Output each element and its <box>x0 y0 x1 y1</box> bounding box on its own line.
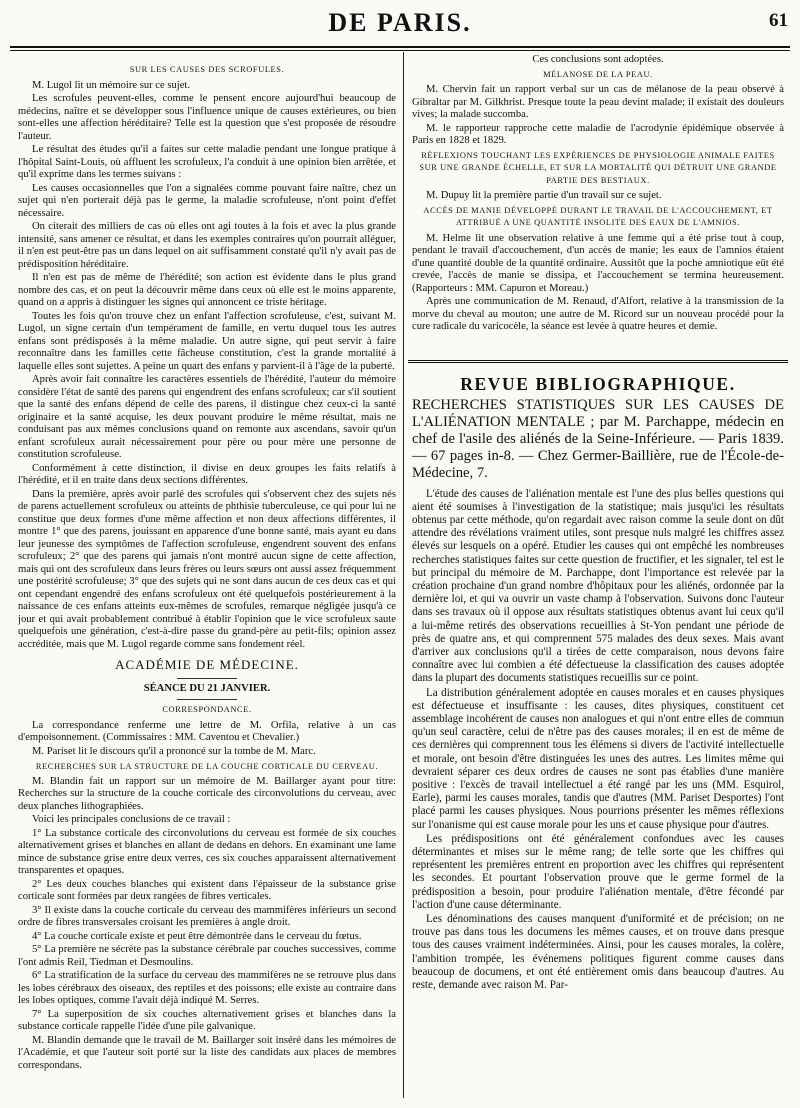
right-column-bottom <box>412 376 784 1098</box>
paragraph: Après avoir fait connaître les caractères essentiels de l'hérédité, l'auteur du mémoire considère l'état de santé des parens qui engendrent des enfans scrofuleux; car s'il soutient que la santé des enfans dépend de celle des parens, il distingue chez ceux-ci la santé originaire et la santé acquise, les deux pouvant produire le même résultat, mais ne conduisant pas aux mêmes conclusions quand on remonte aux ascendans, savoir qu'un enfant scrofuleux aurait nécessairement pour père ou pour mère une personne de constitution scrofuleuse. <box>18 374 396 460</box>
header-rule <box>10 46 790 48</box>
left-column <box>18 62 396 1098</box>
header-rule-thin <box>10 50 790 51</box>
paragraph: Le résultat des études qu'il a faites sur cette maladie pendant une longue pratique à l'hôpital Saint-Louis, où affluent les scrofuleux, l'a conduit à une opinion bien arrêtée, et qu'il exprime dans les termes suivans : <box>18 144 396 180</box>
session-heading: SÉANCE DU 21 JANVIER. <box>143 682 271 694</box>
section-title-manie: ACCÈS DE MANIE DÉVELOPPÉ DURANT LE TRAVAIL DE L'ACCOUCHEMENT, ET ATTRIBUÉ A UNE QUANTITÉ INSOLITE DES EAUX DE L'AMNIOS. <box>423 205 773 227</box>
correspondence-heading: CORRESPONDANCE. <box>162 705 252 714</box>
paragraph: Dans la première, après avoir parlé des scrofules qui s'observent chez des sujets nés de parens actuellement scrofuleux ou atteints de phthisie tuberculeuse, ce qui pour lui ne constitue que deux formes d'une même affection et non deux affections différentes, il montre 1° que des parens, jouissant en apparence d'une bonne santé, mais ayant eu dans leur jeunesse des symptômes de l'affection scrofuleuse, engendrent souvent des enfans scrofuleux; 2° que des parens qui jamais n'ont montré aucun signe de cette affection, mais qui ont des scrofuleux dans leurs frères ou leurs sœurs ont aussi assez fréquemment une postérité scrofuleuse; 3° que des sujets qui ne sont dans aucun de ces deux cas et qui ont cependant engendré des enfans scrofuleux ont été quelquefois postérieurement à la naissance de ces enfans atteints eux-mêmes de scrofules, remarque négligée jusqu'à ce jour et qui avait probablement contribué à établir l'opinion que le vice scrofuleux saute quelquefois une génération, c'est-à-dire passe du grand-père au petit-fils; opinion assez accréditée, mais que M. Lugol regarde comme sans fondement réel. <box>18 488 396 650</box>
paragraph: M. Chervin fait un rapport verbal sur un cas de mélanose de la peau observé à Gibraltar par M. Gilkhrist. Presque toute la peau devint malade; il existait des douleurs vives; la malade succomba. <box>412 84 784 120</box>
paragraph: Voici les principales conclusions de ce travail : <box>32 814 231 825</box>
paragraph: Les scrofules peuvent-elles, comme le pensent encore aujourd'hui beaucoup de médecins, naître et se développer sous l'influence unique de causes extérieures, ou bien sont-elles une affection héréditaire? Telle est la question que s'est proposée de résoudre l'auteur. <box>18 93 396 142</box>
paragraph: 3° Il existe dans la couche corticale du cerveau des mammifères inférieurs un second ordre de fibres transversales croisant les premières à angle droit. <box>18 904 396 928</box>
divider <box>177 699 237 700</box>
paragraph: M. Helme lit une observation relative à une femme qui a été prise tout à coup, pendant le travail d'accouchement, d'un accès de manie; les eaux de l'amnios étaient d'une quantité double de la quantité ordinaire. Aussitôt que la poche amniotique eût été crevée, l'accès de manie se dissipa, et l'accouchement se termina heureusement. (Rapporteurs : MM. Capuron et Moreau.) <box>412 232 784 294</box>
review-lead: RECHERCHES STATISTIQUES SUR LES CAUSES DE L'ALIÉNATION MENTALE ; par M. Parchappe, médecin en chef de l'asile des aliénés de la Seine-Inférieure. — Paris 1839. — 67 pages in-8. — Chez Germer-Baillière, rue de l'École-de-Médecine, 7. <box>412 396 784 481</box>
paragraph: La distribution généralement adoptée en causes morales et en causes physiques est défectueuse et insuffisante : les causes, dites physiques, constituent cet assemblage incohérent de causes non analogues et qui n'ont entre elles de commun qu'un seul caractère, celui de n'être pas des causes morales; il en est de même de ces dernières qui comprennent tous les élémens si divers de l'activité intellectuelle et morale, ont besoin d'être distinguées les unes des autres. Les limites même qui devraient séparer ces deux ordres de causes ne sont pas établies d'une manière positive : l'excès de travail intellectuel a été rangé par les uns (MM. Esquirol, Earle), parmi les causes morales, tandis que d'autres (MM. Pariset Desportes) l'ont placé parmi les causes physiques. Nous pourrions présenter les mêmes réflexions sur l'onanisme qui est cause morale pour les uns et cause physique pour d'autres. <box>412 686 784 831</box>
paragraph: Il n'en est pas de même de l'hérédité; son action est évidente dans le plus grand nombre des cas, et on peut la découvrir même dans ceux où elle est le moins apparente, quand on a appris à distinguer les signes qui annoncent ce triste héritage. <box>18 272 396 308</box>
divider <box>177 678 237 679</box>
paragraph: 7° La superposition de six couches alternativement grises et blanches dans la substance corticale rappelle l'idée d'une pile galvanique. <box>18 1008 396 1032</box>
review-divider <box>408 360 788 363</box>
section-title-reflexions: RÉFLEXIONS TOUCHANT LES EXPÉRIENCES DE PHYSIOLOGIE ANIMALE FAITES SUR UNE GRANDE ÉCHELLE, ET SUR LA MORTALITÉ QUI DÉTRUIT UNE GRANDE PARTIE DES BESTIAUX. <box>419 150 777 185</box>
page-number: 61 <box>769 10 788 31</box>
paragraph: Les causes occasionnelles que l'on a signalées comme pouvant faire naître, chez un sujet qui n'en porterait déjà pas le germe, la maladie scrofuleuse, n'ont point d'effet nécessaire. <box>18 182 396 219</box>
column-divider <box>403 52 404 1098</box>
page-header <box>0 4 800 48</box>
paragraph: M. Lugol lit un mémoire sur ce sujet. <box>32 79 190 91</box>
paragraph: 2° Les deux couches blanches qui existent dans l'épaisseur de la substance grise corticale sont formées par deux rangées de fibres verticales. <box>18 878 396 902</box>
paragraph: M. Pariset lit le discours qu'il a prononcé sur la tombe de M. Marc. <box>32 745 316 757</box>
paragraph: M. Dupuy lit la première partie d'un travail sur ce sujet. <box>426 190 662 201</box>
paragraph: Les dénominations des causes manquent d'uniformité et de précision; on ne trouve pas dans tous les documens les mêmes causes, et on trouve dans presque tous des causes vraiment indéterminées. Ainsi, pour les causes morales, la colère, l'ambition trompée, les événemens politiques figurent comme causes dans beaucoup de documens, et ont été entièrement omis dans beaucoup d'autres. Au reste, demande avec raison M. Par- <box>412 913 784 992</box>
section-title-cortex: RECHERCHES SUR LA STRUCTURE DE LA COUCHE CORTICALE DU CERVEAU. <box>35 762 379 771</box>
paragraph: Les prédispositions ont été généralement confondues avec les causes déterminantes et mises sur le même rang; de telle sorte que les chiffres qui représentent les premières entrent en proportion avec les chiffres qui représentent les secondes. Et pourtant l'observation prouve que le germe formel de la prédisposition a besoin, pour produire l'aliénation mentale, d'être fécondé par l'action d'une cause déterminante. <box>412 832 784 911</box>
paragraph: 4° La couche corticale existe et peut être démontrée dans le cerveau du fœtus. <box>32 930 362 942</box>
paragraph: Ces conclusions sont adoptées. <box>532 54 664 65</box>
paragraph: Toutes les fois qu'on trouve chez un enfant l'affection scrofuleuse, c'est, suivant M. Lugol, un signe certain d'un tempérament de famille, en vertu duquel tous les autres enfans sont prédisposés à la même maladie. Un autre signe, qui peut servir à faire reconnaître dans les familles cette fâcheuse constitution, c'est la grande mortalité à laquelle elles sont sujettes. A peine un quart des enfans y parvient-il à l'âge de la puberté. <box>18 310 396 372</box>
paragraph: Après une communication de M. Renaud, d'Alfort, relative à la transmission de la morve du cheval au mouton; une autre de M. Ricord sur un nouveau procédé pour la cure radicale du varicocèle, la séance est levée à quatre heures et demie. <box>412 296 784 332</box>
paragraph: M. Blandin demande que le travail de M. Baillarger soit inséré dans les mémoires de l'Académie, et que l'auteur soit porté sur la liste des candidats aux places de membres correspondans. <box>18 1034 396 1071</box>
section-title-scrofules: SUR LES CAUSES DES SCROFULES. <box>129 65 285 74</box>
paragraph: La correspondance renferme une lettre de M. Orfila, relative à un cas d'empoisonnement. (Commissaires : MM. Caventou et Chevalier.) <box>18 719 396 743</box>
paragraph: M. Blandin fait un rapport sur un mémoire de M. Baillarger ayant pour titre: Recherches sur la structure de la couche corticale des circonvolutions du cerveau, avec deux planches lithographiées. <box>18 775 396 812</box>
paragraph: L'étude des causes de l'aliénation mentale est l'une des plus belles questions qui aient été soumises à l'investigation de la statistique; mais jusqu'ici les résultats obtenus par cette méthode, qu'on regardait avec raison comme la seule dont on dût attendre des révélations vraiment utiles, sont presque nuls malgré les chiffres assez élevés sur lesquels on a opéré. Etudier les causes qui ont empêché les nombreuses recherches statistiques faites sur cette question de fructifier, et les signaler, tel est le but principal du mémoire de M. Parchappe, dont l'importance est relevée par la création prochaine d'un grand nombre d'hôpitaux pour les aliénés, ordonnée par la dernière loi, et qui va ouvrir un vaste champ à l'observation. Suivons donc l'auteur dans ses travaux où il oppose aux résultats statistiques obtenus avant lui ceux qu'il a lui-même retirés des observations recueillies à St-Yon pendant une période de près de quatre ans, et qui comprennent 575 malades des deux sexes. Mais avant d'arriver aux conclusions qu'il a tirées de cette comparaison, nous devons faire connaître avec lui combien a été défectueuse la classification des causes adoptée dans la plupart des documents statistiques recueillis sur ce point. <box>412 487 784 685</box>
academy-heading: ACADÉMIE DE MÉDECINE. <box>115 657 299 672</box>
paragraph: 6° La stratification de la surface du cerveau des mammifères ne se retrouve plus dans les lobes cérébraux des oiseaux, des reptiles et des poissons; elle existe au contraire dans les lobes optiques, comme l'avait déjà indiqué M. Serres. <box>18 970 396 1006</box>
review-heading: REVUE BIBLIOGRAPHIQUE. <box>460 376 736 394</box>
paragraph: Conformément à cette distinction, il divise en deux groupes les faits relatifs à l'hérédité, et il en traite dans deux sections différentes. <box>18 462 396 486</box>
paragraph: On citerait des milliers de cas où elles ont agi toutes à la fois et avec la plus grande intensité, sans amener ce résultat, et dans les exemples contraires qu'on pourrait alléguer, il n'en est peut-être pas un dans lequel on ait suffisamment constaté qu'il n'y avait pas de prédisposition héréditaire. <box>18 221 396 270</box>
section-title-melanose: MÉLANOSE DE LA PEAU. <box>543 69 653 79</box>
right-column-top <box>412 54 784 354</box>
paragraph: M. le rapporteur rapproche cette maladie de l'acrodynie épidémique observée à Paris en 1828 et 1829. <box>412 122 784 146</box>
paragraph: 5° La première ne sécrète pas la substance cérébrale par couches successives, comme l'ont admis Reil, Tiedman et Desmoulins. <box>18 944 396 968</box>
newspaper-title: DE PARIS. <box>328 8 472 37</box>
paragraph: 1° La substance corticale des circonvolutions du cerveau est formée de six couches alternativement grises et blanches en allant de dedans en dehors. En examinant une lame mince de substance grise entre deux verres, ces six couches apparaissent alternativement transparentes et opaques. <box>18 827 396 876</box>
